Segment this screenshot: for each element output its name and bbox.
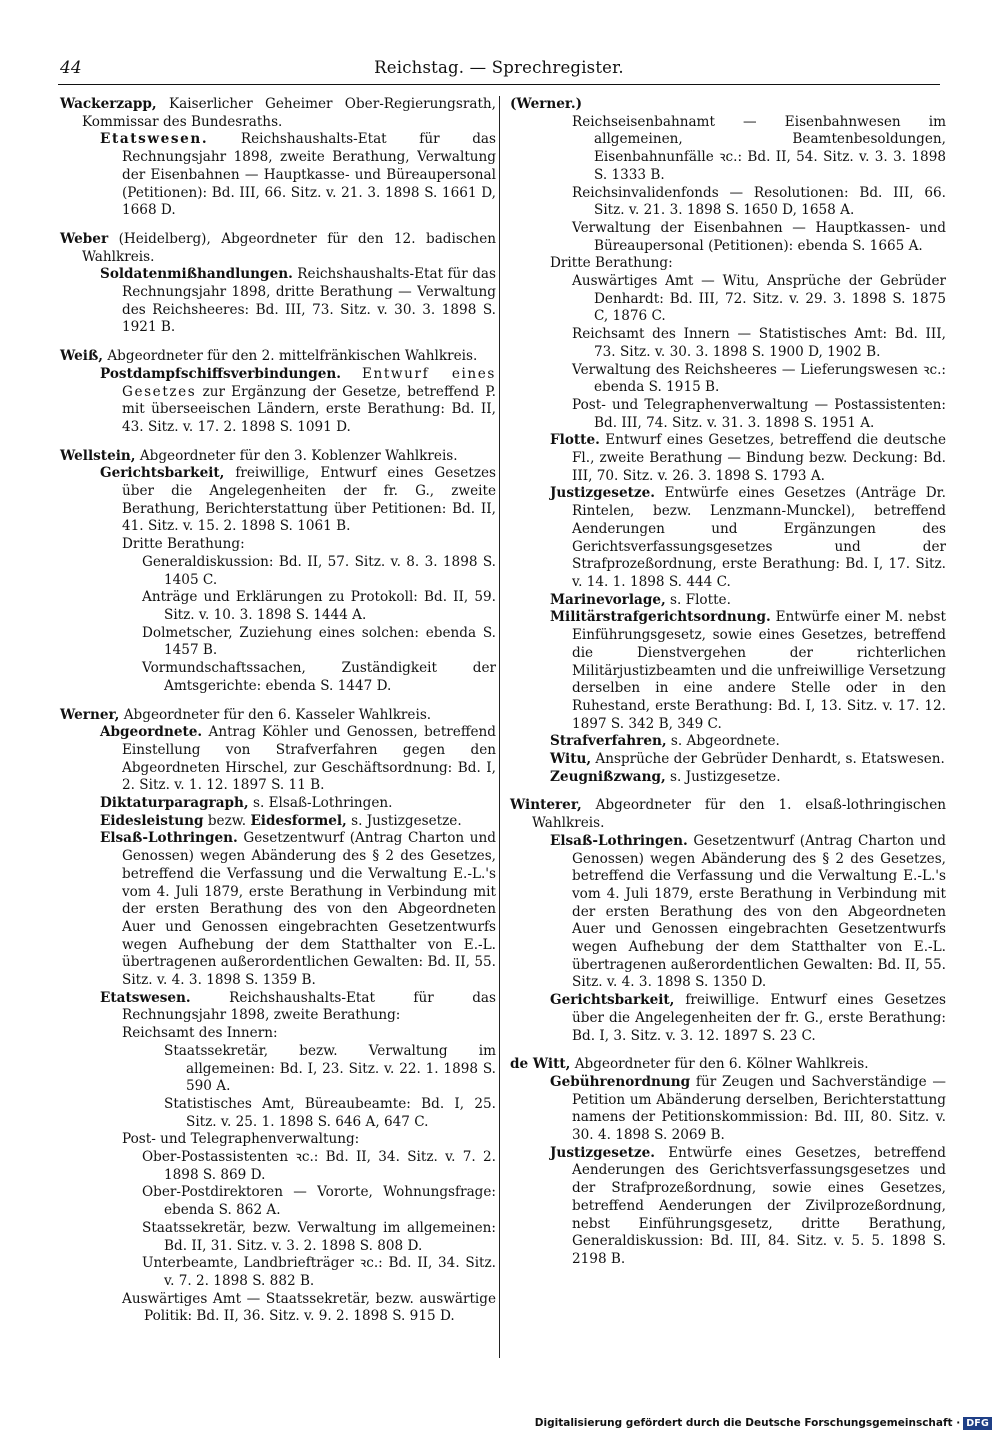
entry-wackerzapp: [60, 96, 496, 220]
sub-heading: Post- und Telegraphenverwaltung:: [122, 1131, 360, 1148]
topic-label: Marinevorlage,: [550, 591, 666, 608]
left-column: [60, 96, 496, 1337]
credit-text: Digitalisierung gefördert durch die Deutsche Forschungsgemeinschaft: [534, 1417, 953, 1429]
sub-heading: Dritte Berathung:: [122, 536, 245, 553]
topic-text: Ansprüche der Gebrüder Denhardt, s. Etatswesen.: [595, 751, 945, 768]
topic-label: Soldatenmißhandlungen.: [100, 266, 293, 283]
continued-label: (Werner.): [510, 96, 583, 112]
topic-text-spaced: Entwurf eines Gesetzes: [122, 365, 496, 400]
dfg-logo: DFG: [963, 1417, 992, 1430]
topic-label: Etatswesen.: [100, 989, 191, 1006]
topic-text: für Zeugen und Sachverständige — Petition um Abänderung derselben, Berichterstattung namens der Petitionskommission: Bd. III, 80. Sitz. v. 30. 4. 1898 S. 2069 B.: [572, 1073, 946, 1144]
speaker-role: (Heidelberg), Abgeordneter für den 12. badischen Wahlkreis.: [82, 230, 496, 265]
right-column: [510, 96, 946, 1280]
speaker-name: Weiß,: [60, 348, 104, 365]
sub-item: Auswärtiges Amt — Staatssekretär, bezw. auswärtige Politik: Bd. II, 36. Sitz. v. 9. 2. 1898 S. 915 D.: [122, 1290, 496, 1325]
page-header: [58, 54, 940, 85]
speaker-role: Abgeordneter für den 2. mittelfränkischen Wahlkreis.: [107, 348, 478, 365]
topic-label: Gerichtsbarkeit,: [100, 465, 225, 482]
topic-text: freiwillige. Entwurf eines Gesetzes über die Angelegenheiten der fr. G., erste Berathung: Bd. I, 3. Sitz. v. 3. 12. 1897 S. 23 C.: [572, 992, 947, 1044]
topic-label: Postdampfschiffsverbindungen.: [100, 365, 341, 382]
topic-label: Abgeordnete.: [100, 724, 203, 741]
speaker-name: Winterer,: [510, 797, 582, 814]
topic-text: Gesetzentwurf (Antrag Charton und Genossen) wegen Abänderung des § 2 des Gesetzes, betreffend die Verfassung und die Verwaltung E.-L.'s vom 4. Juli 1879, erste Berathung in Verbindung mit der ersten Berathung des von den Abgeordneten Auer und Genossen eingebrachten Gesetzentwurfs wegen Aufhebung der dem Statthalter von E.-L. übertragenen außerordentlichen Gewalten: Bd. II, 55. Sitz. v. 4. 3. 1898 S. 1359 B.: [122, 830, 496, 989]
sub-item: Vormundschaftssachen, Zuständigkeit der Amtsgerichte: ebenda S. 1447 D.: [142, 660, 496, 694]
topic-text: Gesetzentwurf (Antrag Charton und Genossen) wegen Abänderung des § 2 des Gesetzes, betreffend die Verfassung und die Verwaltung E.-L.'s vom 4. Juli 1879, erste Berathung in Verbindung mit der ersten Berathung des von den Abgeordneten Auer und Genossen eingebrachten Gesetzentwurfs wegen Aufhebung der dem Statthalter von E.-L. übertragenen außerordentlichen Gewalten: Bd. II, 55. Sitz. v. 4. 3. 1898 S. 1350 D.: [572, 832, 946, 991]
speaker-role: Abgeordneter für den 6. Kölner Wahlkreis.: [574, 1056, 869, 1073]
entry-weiss: [60, 348, 496, 437]
topic-label: Gerichtsbarkeit,: [550, 992, 675, 1009]
sub-item: Anträge und Erklärungen zu Protokoll: Bd. II, 59. Sitz. v. 10. 3. 1898 S. 1444 A.: [142, 589, 496, 623]
topic-label: Eidesformel,: [250, 812, 347, 829]
sub-item: Verwaltung des Reichsheeres — Lieferungswesen ꝛc.: ebenda S. 1915 B.: [572, 361, 946, 396]
topic-text: s. Flotte.: [670, 591, 731, 608]
topic-label: Zeugnißzwang,: [550, 768, 666, 785]
sub-item: Auswärtiges Amt — Witu, Ansprüche der Gebrüder Denhardt: Bd. III, 72. Sitz. v. 29. 3. 1898 S. 1875 C, 1876 C.: [572, 273, 946, 325]
topic-text: Entwürfe einer M. nebst Einführungsgesetz, sowie eines Gesetzes, betreffend die Dienstvergehen der richterlichen Militärjustizbeamten und die unfreiwillige Versetzung derselben in eine andere Stelle oder in den Ruhestand, erste Berathung: Bd. I, 13. Sitz. v. 17. 12. 1897 S. 342 B, 349 C.: [572, 609, 946, 732]
running-title: Reichstag. — Sprechregister.: [374, 58, 624, 77]
sub-item: Ober-Postdirektoren — Vororte, Wohnungsfrage: ebenda S. 862 A.: [142, 1184, 496, 1219]
topic-text: Entwurf eines Gesetzes, betreffend die deutsche Fl., zweite Berathung — Bindung bezw. Deckung: Bd. III, 70. Sitz. v. 26. 3. 1898 S. 1793 A.: [572, 432, 946, 484]
topic-label: Elsaß-Lothringen.: [100, 830, 238, 847]
entry-de-witt: [510, 1056, 946, 1268]
sub-item: Reichsinvalidenfonds — Resolutionen: Bd. III, 66. Sitz. v. 21. 3. 1898 S. 1650 D, 1658 A.: [572, 184, 946, 219]
entry-wellstein: [60, 448, 496, 696]
topic-label: Gebührenordnung: [550, 1073, 691, 1090]
sub-item: Staatssekretär, bezw. Verwaltung im allgemeinen: Bd. I, 23. Sitz. v. 22. 1. 1898 S. 590 A.: [164, 1042, 496, 1095]
topic-text: Antrag Köhler und Genossen, betreffend Einstellung von Strafverfahren gegen den Abgeordneten Hirschel, zur Geschäftsordnung: Bd. I, 2. Sitz. v. 1. 12. 1897 S. 11 B.: [122, 724, 496, 794]
topic-text: Reichshaushalts-Etat für das Rechnungsjahr 1898, dritte Berathung — Verwaltung des Reichsheeres: Bd. III, 73. Sitz. v. 30. 3. 1898 S. 1921 B.: [122, 266, 496, 336]
column-divider: [499, 96, 500, 1358]
page-number: 44: [60, 58, 82, 78]
sub-item: Post- und Telegraphenverwaltung — Postassistenten: Bd. III, 74. Sitz. v. 31. 3. 1898 S. 1951 A.: [572, 396, 946, 431]
topic-text: freiwillige, Entwurf eines Gesetzes über die Angelegenheiten der fr. G., zweite Berathung, Berichterstattung über Petitionen: Bd. II, 41. Sitz. v. 15. 2. 1898 S. 1061 B.: [122, 465, 497, 535]
sub-item: Unterbeamte, Landbriefträger ꝛc.: Bd. II, 34. Sitz. v. 7. 2. 1898 S. 882 B.: [142, 1255, 496, 1289]
sub-item: Ober-Postassistenten ꝛc.: Bd. II, 34. Sitz. v. 7. 2. 1898 S. 869 D.: [142, 1149, 496, 1183]
speaker-role: Abgeordneter für den 1. elsaß-lothringischen Wahlkreis.: [532, 797, 946, 832]
entry-werner: [60, 707, 496, 1327]
topic-label: Elsaß-Lothringen.: [550, 832, 688, 849]
topic-text: Entwürfe eines Gesetzes, betreffend Aenderungen des Gerichtsverfassungsgesetzes und der Strafprozeßordnung, sowie eines Gesetzes, betreffend Aenderungen der Zivilprozeßordnung, nebst Einführungsgesetz, dritte Berathung, Generaldiskussion: Bd. III, 84. Sitz. v. 5. 5. 1898 S. 2198 B.: [572, 1144, 947, 1267]
topic-text: s. Elsaß-Lothringen.: [253, 795, 393, 812]
sub-item: Reichseisenbahnamt — Eisenbahnwesen im allgemeinen, Beamtenbesoldungen, Eisenbahnunfälle ꝛc.: Bd. II, 54. Sitz. v. 3. 3. 1898 S. 1333 B.: [572, 113, 946, 183]
topic-label: Justizgesetze.: [550, 485, 655, 502]
speaker-name: Weber: [60, 230, 109, 247]
sub-heading: Reichsamt des Innern:: [122, 1025, 278, 1042]
speaker-name: Werner,: [60, 706, 120, 723]
entry-winterer: [510, 797, 946, 1045]
entry-werner-continued: [510, 96, 946, 786]
topic-label: Eidesleistung: [100, 812, 204, 829]
sub-heading: Dritte Berathung:: [550, 255, 673, 272]
sub-item: Dolmetscher, Zuziehung eines solchen: ebenda S. 1457 B.: [142, 624, 496, 659]
speaker-role: Abgeordneter für den 6. Kasseler Wahlkreis.: [123, 706, 432, 723]
topic-text: bezw.: [207, 812, 247, 829]
topic-text: zur Ergänzung der Gesetze, betreffend P. mit überseeischen Ländern, erste Berathung: Bd. II, 43. Sitz. v. 17. 2. 1898 S. 1091 D.: [122, 383, 496, 435]
topic-text: s. Justizgesetze.: [670, 768, 781, 785]
topic-label: Diktaturparagraph,: [100, 795, 249, 812]
topic-label: Strafverfahren,: [550, 733, 667, 750]
topic-text: s. Justizgesetze.: [351, 812, 462, 829]
topic-label: Militärstrafgerichtsordnung.: [550, 609, 771, 626]
topic-text: Entwürfe eines Gesetzes (Anträge Dr. Rintelen, bezw. Lenzmann-Munckel), betreffend Aenderungen und Ergänzungen des Gerichtsverfassungsgesetzes und der Strafprozeßordnung, erste Berathung: Bd. I, 17. Sitz. v. 14. 1. 1898 S. 444 C.: [572, 485, 946, 590]
topic-label: Etatswesen.: [100, 131, 209, 148]
topic-text: s. Abgeordnete.: [670, 733, 780, 750]
speaker-role: Abgeordneter für den 3. Koblenzer Wahlkreis.: [139, 447, 458, 464]
topic-label: Flotte.: [550, 432, 600, 449]
entry-weber: [60, 231, 496, 337]
speaker-name: Wellstein,: [60, 447, 136, 464]
sub-item: Statistisches Amt, Büreaubeamte: Bd. I, 25. Sitz. v. 25. 1. 1898 S. 646 A, 647 C.: [164, 1095, 496, 1130]
speaker-name: de Witt,: [510, 1056, 571, 1073]
speaker-role: Kaiserlicher Geheimer Ober-Regierungsrath, Kommissar des Bundesraths.: [82, 96, 496, 130]
sub-item: Staatssekretär, bezw. Verwaltung im allgemeinen: Bd. II, 31. Sitz. v. 3. 2. 1898 S. 808 D.: [142, 1219, 496, 1254]
digitization-credit: Digitalisierung gefördert durch die Deutsche Forschungsgemeinschaft · DFG: [535, 1417, 992, 1430]
speaker-name: Wackerzapp,: [60, 96, 157, 112]
topic-text: Reichshaushalts-Etat für das Rechnungsjahr 1898, zweite Berathung:: [122, 989, 496, 1024]
topic-label: Witu,: [550, 751, 592, 768]
topic-text: Reichshaushalts-Etat für das Rechnungsjahr 1898, zweite Berathung, Verwaltung der Eisenbahnen — Hauptkasse- und Büreaupersonal (Petitionen): Bd. III, 66. Sitz. v. 21. 3. 1898 S. 1661 D, 1668 D.: [122, 131, 496, 219]
sub-item: Generaldiskussion: Bd. II, 57. Sitz. v. 8. 3. 1898 S. 1405 C.: [142, 553, 496, 588]
sub-item: Verwaltung der Eisenbahnen — Hauptkassen- und Büreaupersonal (Petitionen): ebenda S. 1665 A.: [572, 219, 946, 254]
sub-item: Reichsamt des Innern — Statistisches Amt: Bd. III, 73. Sitz. v. 30. 3. 1898 S. 1900 D, 1902 B.: [572, 326, 946, 360]
topic-label: Justizgesetze.: [550, 1144, 655, 1161]
